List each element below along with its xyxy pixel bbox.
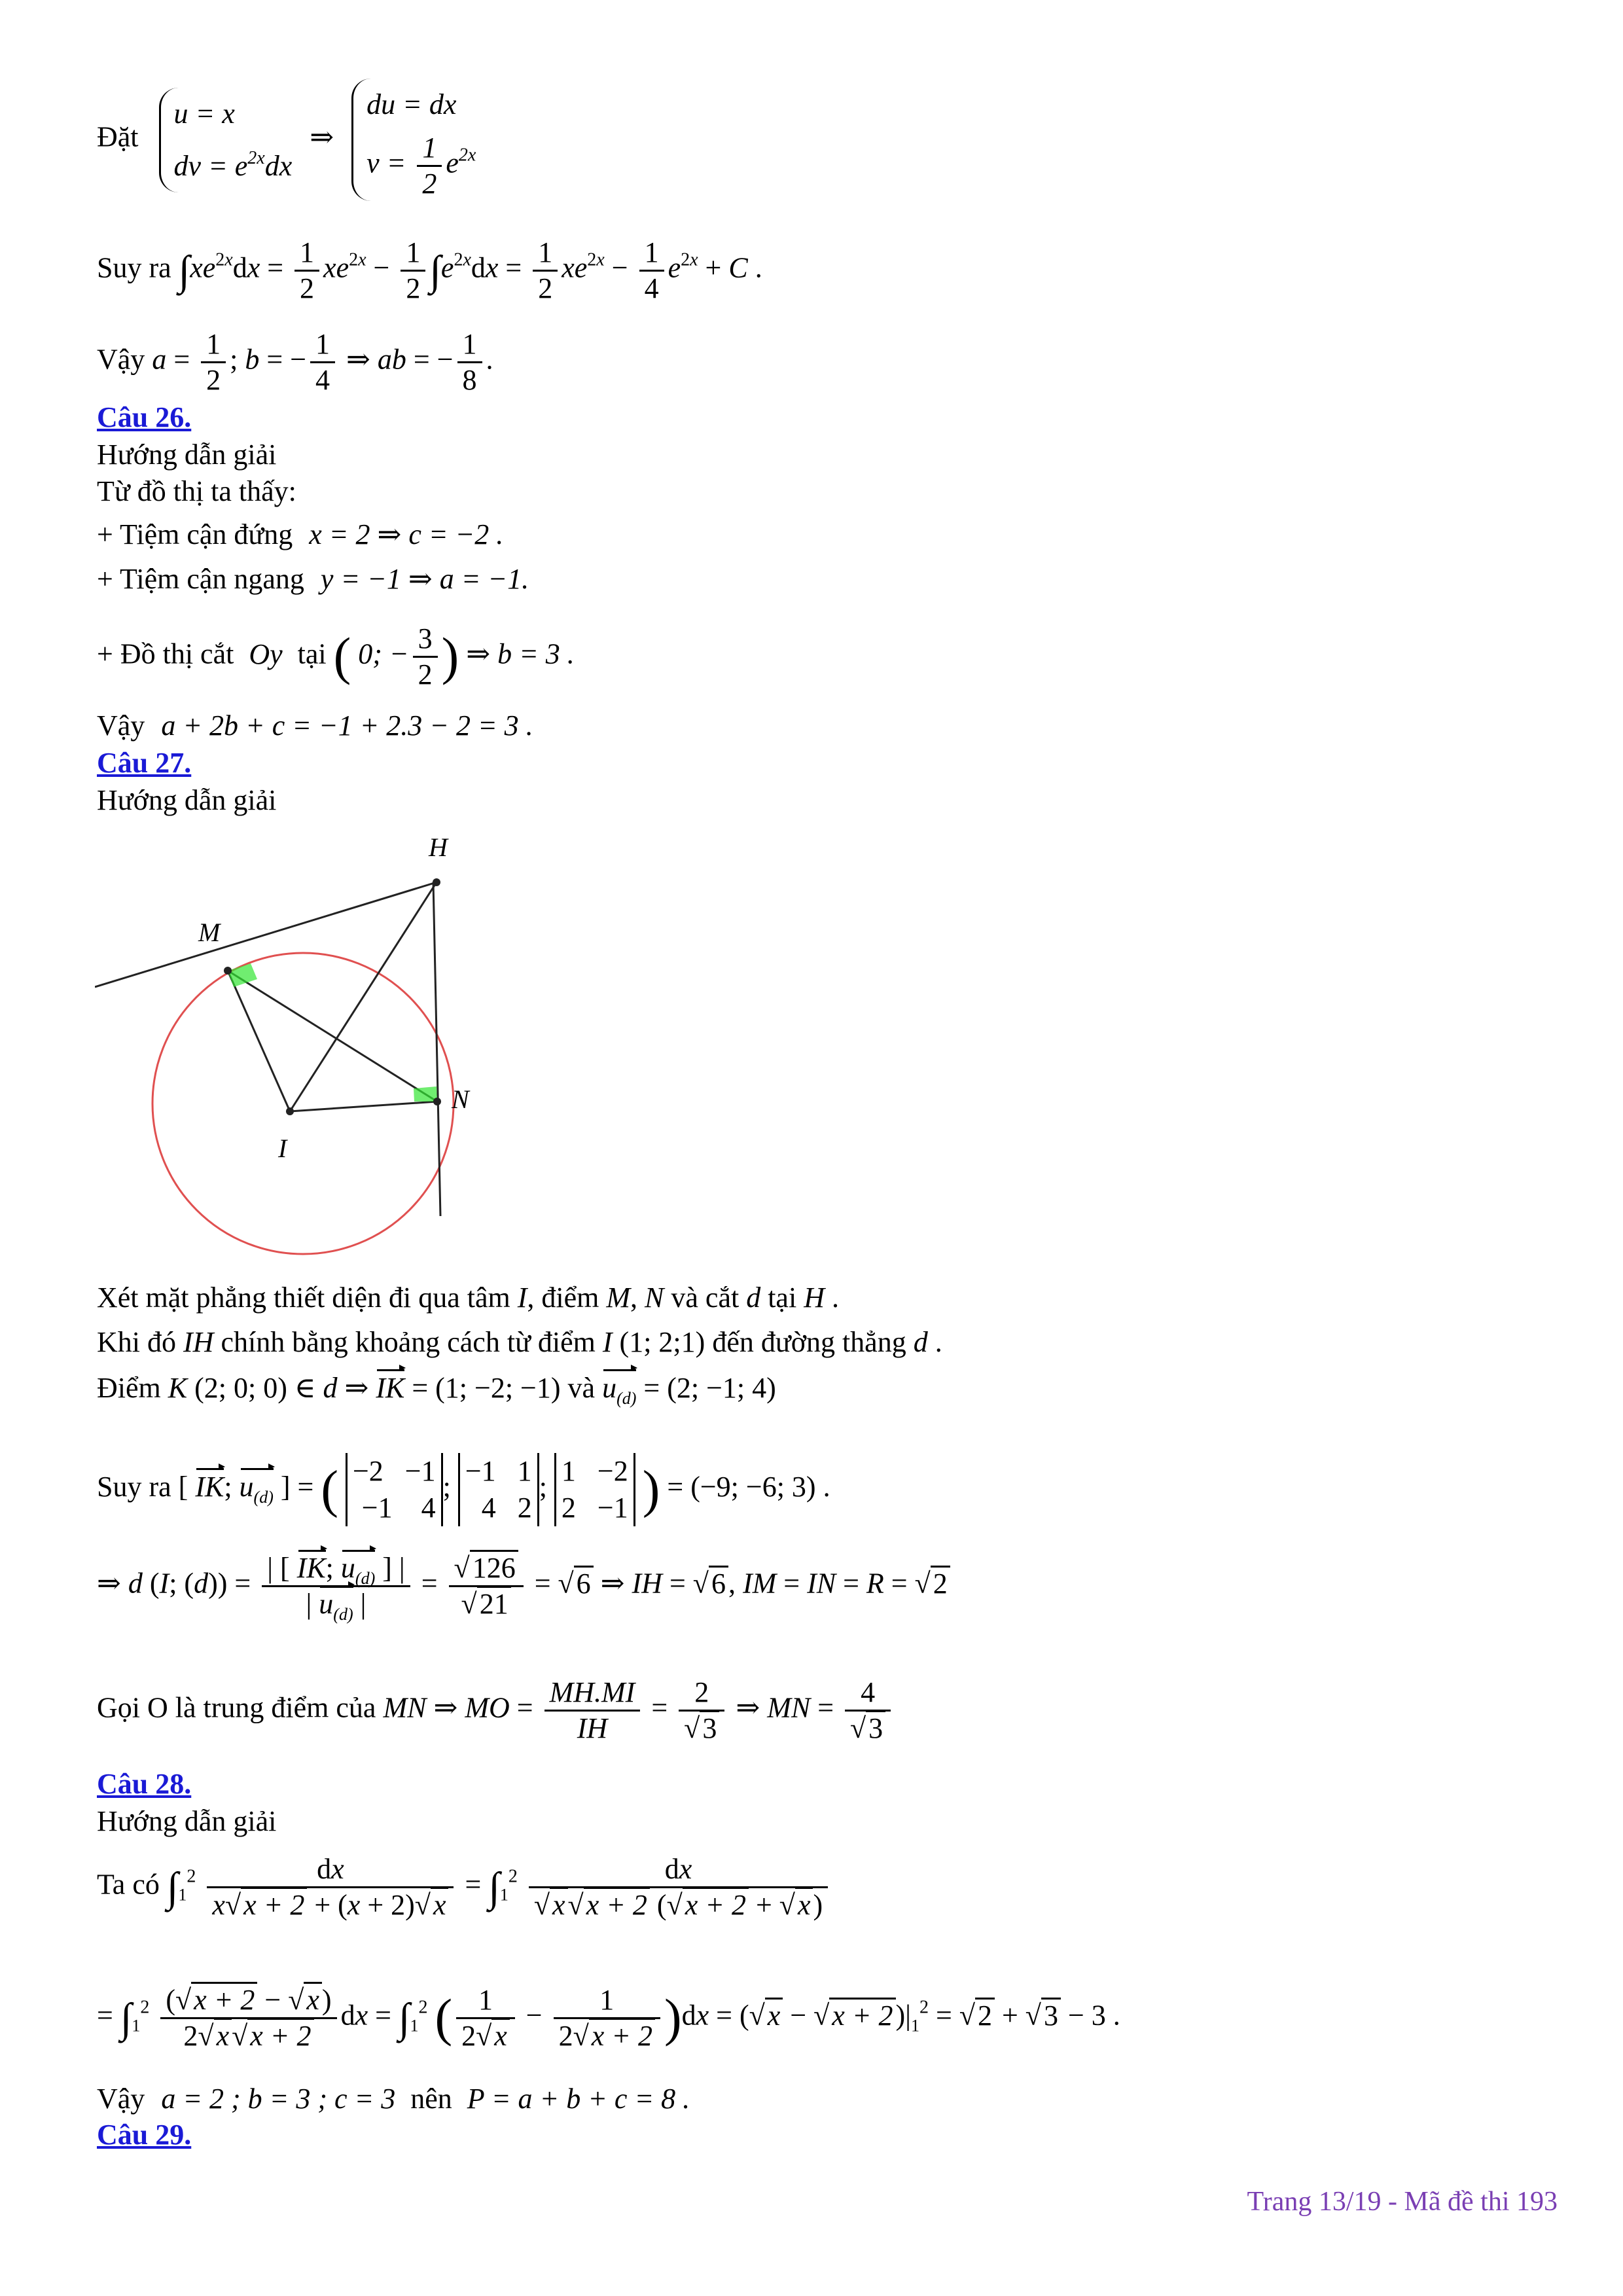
q27-plane-section: Xét mặt phẳng thiết diện đi qua tâm I, điểm M, N và cắt d tại H . [97,1282,839,1314]
q26-conclusion: Vậy a + 2b + c = −1 + 2.3 − 2 = 3 . [97,709,533,742]
page-footer: Trang 13/19 - Mã đề thi 193 [1247,2187,1558,2217]
point-i [286,1107,294,1115]
question-29-title[interactable]: Câu 29. [97,2119,192,2151]
q27-cross-product: Suy ra [ IK; $u_{(d)}$ ] = ( −2 −1 −1 4 ; −1 1 4 2 ; 1 −2 2 −1 ) = (−9; −6; 3) . [97,1453,830,1526]
vay-label: Vậy [97,343,145,376]
q26-guide: Hướng dẫn giải [97,439,277,471]
q28-guide: Hướng dẫn giải [97,1805,277,1837]
integration-result-line: Suy ra $\int xe^{2x}dx$ = $\frac{1}{2}$ $xe^{2x}$ − $\frac{1}{2}$ $\int e^{2x}dx$ = $\frac{1}{2}$ $xe^{2x}$ − $\frac{1}{4}$ $e^{2x} + C$ . [97,236,762,304]
substitution-line [97,79,476,201]
question-26-title[interactable]: Câu 26. [97,401,192,433]
q27-point-k: Điểm K (2; 0; 0) ∈ d ⇒ IK = (1; −2; −1) và $u_{(d)} = (2$; −1; 4) [97,1372,776,1408]
label-n: N [452,1085,469,1114]
implies-arrow: ⇒ [310,120,334,153]
q28-conclusion: Vậy a = 2 ; b = 3 ; c = 3 nên P = a + b + c = 8 . [97,2083,690,2115]
question-27-title[interactable]: Câu 27. [97,747,192,779]
q26-vertical-asymptote: + Tiệm cận đứng x = 2 ⇒ c = −2 . [97,518,504,550]
question-28-title[interactable]: Câu 28. [97,1768,192,1800]
q28-integral-1: Ta có $\int_1^2$ $\frac{dx}{x√x + 2 + (x + 2)√x}$ = $\int_1^2$ $\frac{dx}{√x√x + 2 (√x + 2 + √x)}$ [97,1852,832,1922]
q27-midpoint: Gọi O là trung điểm của MN ⇒ MO = $\frac{MH.MI}{IH}$ = $\frac{2}{√3}$ ⇒ MN = $\frac{4}{√3}$ [97,1676,895,1746]
q26-from-graph: Từ đồ thị ta thấy: [97,475,296,507]
q26-horizontal-asymptote: + Tiệm cận ngang y = −1 ⇒ a = −1. [97,563,529,595]
ab-result-line: Vậy a = $\frac{1}{2}$ ; b = − $\frac{1}{4}$ ⇒ ab = − $\frac{1}{8}$ . [97,328,493,396]
q28-integral-2: = $\int_1^2$ $\frac{(√x + 2 - √x)}{2√x√x + 2}$ dx = $\int_1^2$ ( $\frac{1}{2√x}$ − $\frac{1}{2√x + 2}$ )$dx = (√x - √x + 2)|_1^2 = √2 + √3 - 3$ . [97,1983,1120,2053]
point-h [433,878,440,886]
label-i: I [278,1134,287,1163]
q27-distance-line: Khi đó IH chính bằng khoảng cách từ điểm I (1; 2;1) đến đường thẳng d . [97,1326,942,1358]
substitution-system-right: du = dx v = $\frac{1}{2}$ $e^{2x}$ [351,79,476,201]
q27-distance-result: ⇒ d (I; (d)) = $\frac{| [ IK; u_{(d)} ] |}{| u_{(d)} |}$ = $\frac{√126}{√21}$ = √6 ⇒ IH = √6, IM = IN = R = √2 [97,1551,950,1621]
label-h: H [429,833,448,862]
geometry-figure [95,830,488,1268]
right-angle-n-icon [414,1086,437,1102]
point-n [433,1098,441,1105]
substitution-system-left: u = x dv = $e^{2x}dx$ [159,88,293,192]
label-m: M [198,918,221,947]
q27-guide: Hướng dẫn giải [97,784,277,816]
q26-oy-intercept: + Đồ thị cắt Oy tại ( 0; − $\frac{3}{2}$ ) ⇒ b = 3 . [97,622,575,691]
exam-code: Mã đề thi 193 [1404,2187,1558,2217]
dat-label: Đặt [97,120,139,153]
suy-ra-label: Suy ra [97,251,171,284]
page-number: Trang 13/19 [1247,2187,1382,2217]
point-m [224,967,232,975]
